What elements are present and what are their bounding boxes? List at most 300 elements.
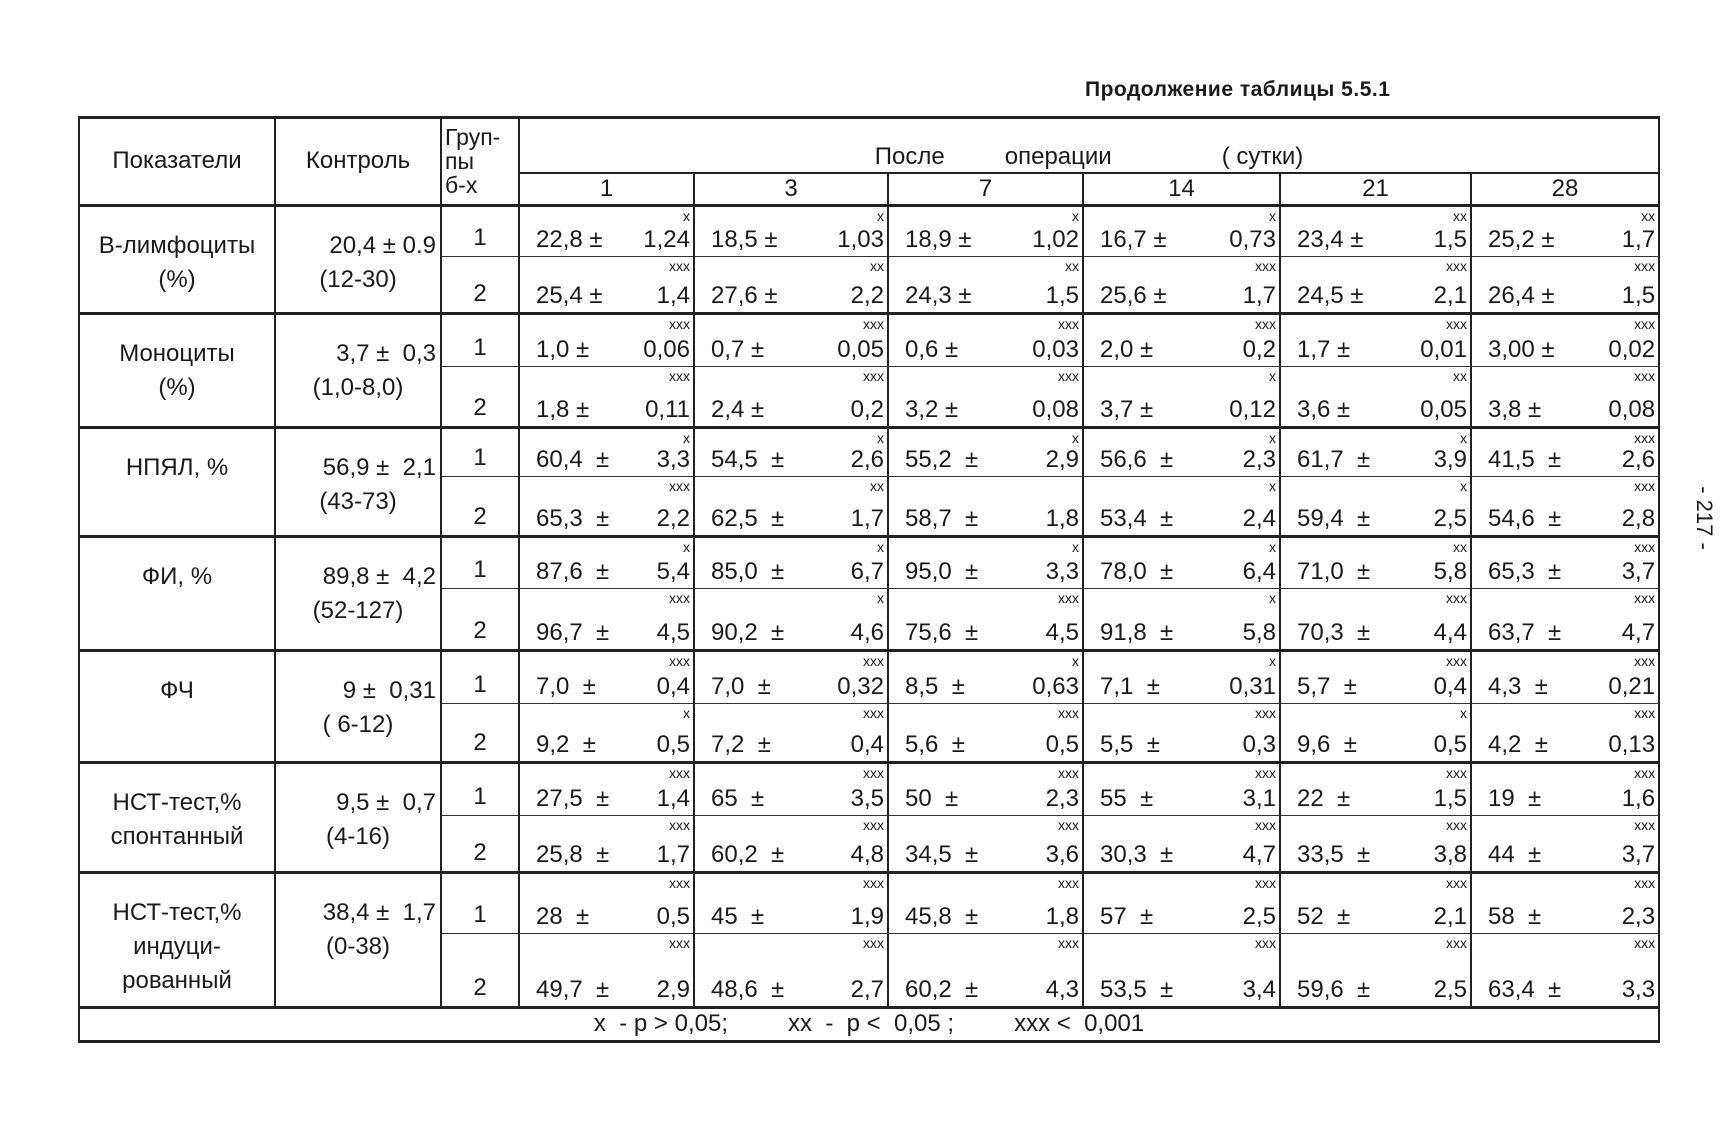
value-cell	[519, 873, 694, 934]
value-error: 0,5	[1045, 731, 1079, 759]
value-mean: 24,3 ±	[905, 282, 972, 310]
value-mean: 49,7 ±	[536, 975, 610, 1003]
indicator-name-line: ФИ, %	[141, 562, 213, 590]
value-cell	[888, 256, 1083, 313]
value-mean: 19 ±	[1488, 785, 1542, 813]
significance-mark: xxx	[1446, 817, 1467, 834]
value-error: 1,6	[1621, 785, 1656, 813]
value-cell	[1471, 934, 1659, 1008]
value-cell	[1471, 589, 1659, 650]
value-cell	[694, 816, 888, 873]
significance-mark: xxx	[1446, 765, 1467, 782]
value-error: 0,4	[1433, 672, 1467, 700]
value-mean: 62,5 ±	[711, 504, 785, 532]
value-cell	[694, 477, 888, 536]
table-row	[79, 650, 1659, 703]
control-range: (43-73)	[319, 488, 397, 516]
significance-mark: xxx	[1058, 704, 1079, 721]
value-cell	[519, 589, 694, 650]
value-mean: 87,6 ±	[536, 558, 610, 586]
value-mean: 55 ±	[1100, 785, 1154, 813]
value-cell	[519, 366, 694, 427]
value-cell	[1083, 934, 1280, 1008]
value-error: 1,02	[1032, 225, 1079, 253]
significance-mark: xxx	[1446, 257, 1467, 274]
value-mean: 26,4 ±	[1488, 282, 1555, 310]
value-mean: 58 ±	[1488, 903, 1542, 931]
significance-mark: xxx	[1255, 257, 1276, 274]
significance-mark: x	[1269, 652, 1276, 669]
value-mean: 33,5 ±	[1297, 841, 1371, 869]
significance-mark: xxx	[669, 478, 690, 495]
value-error: 4,3	[1045, 975, 1079, 1003]
value-cell	[1471, 314, 1659, 367]
significance-mark: xx	[870, 478, 884, 495]
value-mean: 7,1 ±	[1100, 672, 1160, 700]
value-cell	[1471, 816, 1659, 873]
value-cell	[519, 816, 694, 873]
significance-mark: xxx	[863, 367, 884, 384]
control-value	[275, 763, 441, 873]
control-range: (1,0-8,0)	[312, 374, 404, 402]
significance-mark: x	[877, 207, 884, 224]
value-error: 6,4	[1242, 558, 1276, 586]
header-day: 28	[1471, 173, 1659, 205]
value-mean: 9,2 ±	[536, 731, 596, 759]
value-mean: 53,5 ±	[1100, 975, 1174, 1003]
value-mean: 25,6 ±	[1100, 282, 1167, 310]
value-mean: 22,8 ±	[536, 225, 603, 253]
value-cell	[1280, 366, 1471, 427]
value-mean: 63,4 ±	[1488, 975, 1562, 1003]
indicator-name-line: (%)	[158, 265, 196, 293]
value-cell	[694, 428, 888, 477]
value-cell	[519, 428, 694, 477]
value-mean: 27,6 ±	[711, 282, 778, 310]
value-cell	[519, 934, 694, 1008]
significance-mark: x	[1269, 478, 1276, 495]
value-cell	[1471, 873, 1659, 934]
value-error: 0,05	[1420, 396, 1467, 424]
significance-mark: xx	[1453, 538, 1467, 555]
value-cell	[1083, 256, 1280, 313]
significance-mark: xxx	[1446, 590, 1467, 607]
value-mean: 60,4 ±	[536, 446, 610, 474]
value-cell	[1280, 763, 1471, 816]
value-cell	[888, 934, 1083, 1008]
value-cell	[1471, 650, 1659, 703]
value-error: 2,1	[1433, 903, 1467, 931]
value-error: 0,08	[1032, 396, 1079, 424]
value-error: 1,7	[656, 841, 690, 869]
value-error: 3,7	[1621, 841, 1656, 869]
value-error: 4,4	[1433, 618, 1467, 646]
value-error: 3,8	[1433, 841, 1467, 869]
value-cell	[694, 589, 888, 650]
value-mean: 18,9 ±	[905, 225, 972, 253]
significance-mark: x	[1072, 207, 1079, 224]
significance-mark: xxx	[669, 590, 690, 607]
value-cell	[1083, 589, 1280, 650]
significance-mark: x	[1460, 430, 1467, 447]
significance-mark: xx	[1453, 207, 1467, 224]
value-cell	[694, 256, 888, 313]
control-range: (0-38)	[325, 933, 391, 961]
value-error: 0,21	[1608, 672, 1656, 700]
significance-mark: xxx	[1058, 875, 1079, 892]
control-mean: 3,7 ± 0,3	[336, 340, 436, 368]
value-error: 3,3	[1045, 558, 1079, 586]
value-mean: 78,0 ±	[1100, 558, 1174, 586]
group-number: 2	[441, 703, 519, 762]
indicator-name	[79, 763, 275, 873]
significance-mark: xxx	[1058, 765, 1079, 782]
group-number: 1	[441, 650, 519, 703]
value-error: 2,2	[850, 282, 884, 310]
value-mean: 5,6 ±	[905, 731, 965, 759]
header-after-operation-word: ( сутки)	[1221, 142, 1304, 170]
value-cell	[888, 703, 1083, 762]
indicator-name	[79, 314, 275, 428]
value-mean: 58,7 ±	[905, 504, 979, 532]
value-cell	[1471, 477, 1659, 536]
value-cell	[1280, 816, 1471, 873]
value-error: 0,5	[656, 903, 690, 931]
control-mean: 56,9 ± 2,1	[322, 454, 436, 482]
significance-mark: xxx	[863, 316, 884, 333]
header-control: Контроль	[275, 118, 441, 206]
value-cell	[1083, 477, 1280, 536]
table-row	[79, 536, 1659, 589]
value-mean: 59,6 ±	[1297, 975, 1371, 1003]
significance-mark: xxx	[863, 652, 884, 669]
value-mean: 60,2 ±	[905, 975, 979, 1003]
value-error: 2,9	[656, 975, 690, 1003]
indicator-name	[79, 650, 275, 762]
significance-mark: x	[1269, 207, 1276, 224]
value-mean: 25,8 ±	[536, 841, 610, 869]
value-error: 2,1	[1433, 282, 1467, 310]
control-mean: 20,4 ± 0.9	[329, 231, 436, 259]
table-row	[79, 763, 1659, 816]
value-cell	[1471, 205, 1659, 256]
value-cell	[1083, 816, 1280, 873]
value-mean: 3,00 ±	[1488, 335, 1555, 363]
control-value	[275, 314, 441, 428]
value-mean: 65,3 ±	[536, 504, 610, 532]
value-cell	[694, 763, 888, 816]
significance-mark: xxx	[863, 704, 884, 721]
value-cell	[1083, 763, 1280, 816]
significance-mark: xxx	[1634, 367, 1656, 384]
significance-mark: xxx	[1634, 316, 1656, 333]
value-mean: 9,6 ±	[1297, 731, 1357, 759]
value-mean: 1,0 ±	[536, 335, 590, 363]
value-error: 0,02	[1608, 335, 1656, 363]
value-mean: 70,3 ±	[1297, 618, 1371, 646]
group-number: 1	[441, 873, 519, 934]
significance-mark: x	[1269, 430, 1276, 447]
value-error: 3,7	[1621, 558, 1656, 586]
value-mean: 95,0 ±	[905, 558, 979, 586]
control-mean: 38,4 ± 1,7	[322, 899, 436, 927]
value-error: 2,5	[1242, 903, 1276, 931]
header-day: 21	[1280, 173, 1471, 205]
value-cell	[1280, 477, 1471, 536]
indicator-name-line: (%)	[158, 374, 196, 402]
significance-mark: xxx	[1446, 652, 1467, 669]
significance-mark: xxx	[1255, 704, 1276, 721]
value-mean: 45,8 ±	[905, 903, 979, 931]
value-cell	[519, 477, 694, 536]
value-mean: 7,0 ±	[536, 672, 596, 700]
value-error: 3,6	[1045, 841, 1079, 869]
value-mean: 59,4 ±	[1297, 504, 1371, 532]
value-error: 3,9	[1433, 446, 1467, 474]
value-mean: 7,2 ±	[711, 731, 771, 759]
significance-mark: xxx	[1634, 817, 1656, 834]
group-number: 1	[441, 205, 519, 256]
group-number: 2	[441, 816, 519, 873]
value-mean: 3,7 ±	[1100, 396, 1154, 424]
value-mean: 57 ±	[1100, 903, 1154, 931]
significance-mark: xxx	[1634, 875, 1656, 892]
significance-mark: xx	[1065, 257, 1079, 274]
significance-mark: x	[1269, 590, 1276, 607]
table-row	[79, 314, 1659, 367]
value-error: 4,7	[1242, 841, 1276, 869]
indicator-name-line: ФЧ	[160, 676, 194, 704]
value-cell	[1471, 428, 1659, 477]
value-error: 6,7	[850, 558, 884, 586]
significance-mark: xxx	[1634, 538, 1656, 555]
significance-mark: xxx	[1634, 430, 1656, 447]
legend-item: xx - p < 0,05 ;	[787, 1010, 955, 1038]
value-mean: 30,3 ±	[1100, 841, 1174, 869]
value-mean: 45 ±	[711, 903, 765, 931]
value-error: 1,8	[1045, 504, 1079, 532]
value-cell	[1280, 256, 1471, 313]
indicator-name-line: НПЯЛ, %	[125, 454, 229, 482]
header-indicators: Показатели	[79, 118, 275, 206]
significance-mark: xx	[1641, 207, 1656, 224]
value-cell	[888, 536, 1083, 589]
data-table	[78, 116, 1660, 1043]
significance-legend	[79, 1007, 1659, 1041]
value-error: 1,5	[1433, 225, 1467, 253]
control-value	[275, 873, 441, 1008]
value-mean: 61,7 ±	[1297, 446, 1371, 474]
header-after-operation	[519, 118, 1659, 174]
value-mean: 1,7 ±	[1297, 335, 1351, 363]
significance-mark: x	[1072, 430, 1079, 447]
significance-mark: x	[877, 430, 884, 447]
control-value	[275, 205, 441, 313]
value-cell	[1280, 934, 1471, 1008]
indicator-name-line: рованный	[122, 967, 232, 995]
control-range: (12-30)	[319, 265, 397, 293]
significance-mark: xxx	[1446, 316, 1467, 333]
value-error: 2,8	[1621, 504, 1656, 532]
value-cell	[1471, 763, 1659, 816]
value-mean: 8,5 ±	[905, 672, 965, 700]
value-error: 0,5	[656, 731, 690, 759]
page-number: - 217 -	[1691, 486, 1717, 550]
value-error: 1,5	[1621, 282, 1656, 310]
header-day: 7	[888, 173, 1083, 205]
value-error: 4,7	[1621, 618, 1656, 646]
significance-mark: x	[683, 704, 690, 721]
significance-mark: xxx	[1255, 316, 1276, 333]
value-cell	[1280, 205, 1471, 256]
significance-mark: xxx	[1058, 316, 1079, 333]
significance-mark: xx	[870, 257, 884, 274]
value-cell	[694, 703, 888, 762]
indicator-name	[79, 205, 275, 313]
value-error: 2,6	[1621, 446, 1656, 474]
value-mean: 18,5 ±	[711, 225, 778, 253]
indicator-name-line: НСТ-тест,%	[112, 789, 242, 817]
significance-mark: xxx	[863, 875, 884, 892]
header-day: 1	[519, 173, 694, 205]
value-mean: 55,2 ±	[905, 446, 979, 474]
significance-mark: xxx	[863, 765, 884, 782]
value-error: 3,3	[656, 446, 690, 474]
value-cell	[1083, 873, 1280, 934]
value-error: 0,63	[1032, 672, 1079, 700]
significance-mark: xxx	[669, 765, 690, 782]
value-mean: 25,4 ±	[536, 282, 603, 310]
value-mean: 25,2 ±	[1488, 225, 1555, 253]
value-cell	[888, 816, 1083, 873]
significance-mark: xxx	[669, 935, 690, 952]
value-mean: 3,6 ±	[1297, 396, 1351, 424]
value-mean: 3,2 ±	[905, 396, 959, 424]
value-error: 2,5	[1433, 975, 1467, 1003]
value-mean: 71,0 ±	[1297, 558, 1371, 586]
significance-mark: xxx	[669, 257, 690, 274]
value-mean: 24,5 ±	[1297, 282, 1364, 310]
value-cell	[888, 477, 1083, 536]
value-error: 0,2	[850, 396, 884, 424]
value-error: 0,13	[1608, 731, 1656, 759]
significance-mark: xxx	[669, 367, 690, 384]
significance-mark: x	[683, 430, 690, 447]
value-mean: 41,5 ±	[1488, 446, 1562, 474]
significance-mark: xxx	[1634, 704, 1656, 721]
value-error: 2,9	[1045, 446, 1079, 474]
value-error: 3,1	[1242, 785, 1276, 813]
value-error: 1,7	[1242, 282, 1276, 310]
value-cell	[1083, 366, 1280, 427]
value-cell	[888, 205, 1083, 256]
value-error: 2,3	[1621, 903, 1656, 931]
value-mean: 60,2 ±	[711, 841, 785, 869]
value-error: 0,2	[1242, 335, 1276, 363]
value-error: 1,7	[1621, 225, 1656, 253]
value-mean: 0,7 ±	[711, 335, 765, 363]
significance-mark: xxx	[1446, 935, 1467, 952]
value-cell	[888, 314, 1083, 367]
group-number: 2	[441, 366, 519, 427]
group-number: 1	[441, 763, 519, 816]
group-number: 1	[441, 314, 519, 367]
significance-mark: x	[1460, 704, 1467, 721]
value-cell	[519, 703, 694, 762]
value-mean: 5,5 ±	[1100, 731, 1160, 759]
indicator-name	[79, 428, 275, 536]
value-error: 4,6	[850, 618, 884, 646]
significance-mark: x	[1072, 652, 1079, 669]
value-mean: 52 ±	[1297, 903, 1351, 931]
header-groups-line: пы	[445, 148, 474, 175]
value-error: 1,03	[837, 225, 884, 253]
significance-mark: xxx	[1058, 935, 1079, 952]
value-error: 0,08	[1608, 396, 1656, 424]
value-mean: 2,4 ±	[711, 396, 765, 424]
significance-mark: x	[683, 538, 690, 555]
value-mean: 54,6 ±	[1488, 504, 1562, 532]
group-number: 2	[441, 589, 519, 650]
value-error: 0,03	[1032, 335, 1079, 363]
header-groups-line: б-х	[445, 172, 478, 199]
value-mean: 85,0 ±	[711, 558, 785, 586]
indicator-name	[79, 873, 275, 1008]
value-error: 5,8	[1433, 558, 1467, 586]
value-cell	[1083, 650, 1280, 703]
significance-mark: xxx	[1634, 652, 1656, 669]
value-mean: 50 ±	[905, 785, 959, 813]
value-mean: 65 ±	[711, 785, 765, 813]
significance-mark: xxx	[669, 316, 690, 333]
value-mean: 4,2 ±	[1488, 731, 1548, 759]
value-error: 0,4	[656, 672, 690, 700]
significance-mark: xx	[1453, 367, 1467, 384]
value-error: 2,3	[1045, 785, 1079, 813]
value-cell	[694, 934, 888, 1008]
table-caption: Продолжение таблицы 5.5.1	[1085, 78, 1391, 101]
value-error: 2,2	[656, 504, 690, 532]
value-cell	[519, 536, 694, 589]
significance-mark: xxx	[1634, 590, 1656, 607]
significance-mark: x	[877, 590, 884, 607]
value-cell	[694, 205, 888, 256]
significance-mark: xxx	[1058, 817, 1079, 834]
control-value	[275, 428, 441, 536]
value-error: 0,01	[1420, 335, 1467, 363]
significance-mark: xxx	[1634, 765, 1656, 782]
value-error: 5,4	[656, 558, 690, 586]
significance-mark: x	[1460, 478, 1467, 495]
value-mean: 34,5 ±	[905, 841, 979, 869]
significance-mark: x	[683, 207, 690, 224]
value-error: 2,5	[1433, 504, 1467, 532]
value-mean: 23,4 ±	[1297, 225, 1364, 253]
significance-mark: xxx	[1058, 367, 1079, 384]
value-mean: 2,0 ±	[1100, 335, 1154, 363]
table-row	[79, 428, 1659, 477]
value-cell	[1471, 256, 1659, 313]
significance-mark: xxx	[1058, 590, 1079, 607]
value-cell	[1471, 536, 1659, 589]
value-error: 1,24	[643, 225, 690, 253]
value-cell	[1280, 428, 1471, 477]
value-cell	[888, 589, 1083, 650]
value-error: 2,6	[850, 446, 884, 474]
group-number: 2	[441, 477, 519, 536]
value-mean: 28 ±	[536, 903, 590, 931]
value-error: 2,3	[1242, 446, 1276, 474]
